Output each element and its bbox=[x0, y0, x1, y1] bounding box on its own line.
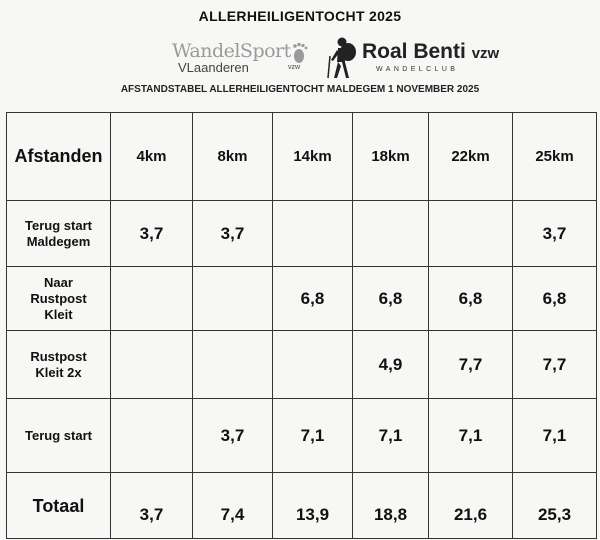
header-row bbox=[7, 113, 597, 201]
table-cell: 3,7 bbox=[111, 201, 193, 267]
row-label bbox=[7, 331, 111, 399]
distance-table bbox=[6, 112, 597, 539]
table-row bbox=[7, 331, 597, 399]
total-cell: 25,3 bbox=[513, 473, 597, 539]
table-cell bbox=[273, 201, 353, 267]
column-header: 25km bbox=[513, 113, 597, 201]
table-cell: 7,1 bbox=[429, 399, 513, 473]
table-cell: 7,1 bbox=[513, 399, 597, 473]
page-title: ALLERHEILIGENTOCHT 2025 bbox=[198, 8, 402, 24]
wandelsport-logo-vzw: vzw bbox=[288, 64, 301, 71]
column-header: 18km bbox=[353, 113, 429, 201]
table-cell: 4,9 bbox=[353, 331, 429, 399]
row-label-line: Naar bbox=[44, 274, 73, 290]
table-cell: 6,8 bbox=[353, 267, 429, 331]
table-cell bbox=[353, 201, 429, 267]
roal-benti-logo-tagline: WANDELCLUB bbox=[376, 66, 459, 73]
table-cell: 7,1 bbox=[353, 399, 429, 473]
column-header: 8km bbox=[193, 113, 273, 201]
table-cell bbox=[193, 267, 273, 331]
roal-benti-logo-title: Roal Benti bbox=[362, 40, 466, 63]
wandelsport-logo-line1: WandelSport bbox=[172, 40, 291, 62]
corner-cell: Afstanden bbox=[7, 113, 111, 201]
table-cell: 3,7 bbox=[193, 399, 273, 473]
roal-benti-logo-name bbox=[362, 40, 499, 64]
total-label: Totaal bbox=[7, 473, 111, 539]
row-label bbox=[7, 267, 111, 331]
row-label-line: Terug start bbox=[25, 427, 92, 443]
table-row bbox=[7, 201, 597, 267]
table-cell: 6,8 bbox=[273, 267, 353, 331]
total-cell: 3,7 bbox=[111, 473, 193, 539]
table-cell: 7,7 bbox=[429, 331, 513, 399]
wandelsport-logo-line2: VLaanderen bbox=[178, 60, 249, 75]
table-row bbox=[7, 399, 597, 473]
column-header: 22km bbox=[429, 113, 513, 201]
column-header: 4km bbox=[111, 113, 193, 201]
row-label-line: Kleit bbox=[44, 306, 73, 322]
table-cell: 3,7 bbox=[513, 201, 597, 267]
total-cell: 18,8 bbox=[353, 473, 429, 539]
total-cell: 7,4 bbox=[193, 473, 273, 539]
total-cell: 21,6 bbox=[429, 473, 513, 539]
row-label-line: Rustpost bbox=[30, 348, 87, 364]
table-cell: 6,8 bbox=[429, 267, 513, 331]
row-label bbox=[7, 399, 111, 473]
hiker-icon bbox=[326, 36, 360, 80]
total-cell: 13,9 bbox=[273, 473, 353, 539]
wandelsport-logo bbox=[172, 40, 312, 78]
table-cell: 6,8 bbox=[513, 267, 597, 331]
footprint-icon bbox=[290, 42, 310, 64]
row-label-line: Maldegem bbox=[26, 233, 91, 249]
table-cell bbox=[111, 267, 193, 331]
table-cell bbox=[429, 201, 513, 267]
roal-benti-logo-vzw: vzw bbox=[471, 45, 500, 62]
table-cell bbox=[193, 331, 273, 399]
table-cell: 7,1 bbox=[273, 399, 353, 473]
total-row bbox=[7, 473, 597, 539]
page-subtitle: AFSTANDSTABEL ALLERHEILIGENTOCHT MALDEGEM 1 NOVEMBER 2025 bbox=[120, 84, 480, 95]
table-cell: 3,7 bbox=[193, 201, 273, 267]
table-cell bbox=[273, 331, 353, 399]
logos bbox=[0, 36, 600, 80]
table-cell bbox=[111, 331, 193, 399]
table-cell bbox=[111, 399, 193, 473]
row-label bbox=[7, 201, 111, 267]
row-label-line: Kleit 2x bbox=[35, 364, 82, 380]
column-header: 14km bbox=[273, 113, 353, 201]
table-cell: 7,7 bbox=[513, 331, 597, 399]
row-label-line: Terug start bbox=[25, 217, 92, 233]
roal-benti-logo bbox=[326, 36, 516, 80]
table-row bbox=[7, 267, 597, 331]
row-label-line: Rustpost bbox=[30, 290, 87, 306]
